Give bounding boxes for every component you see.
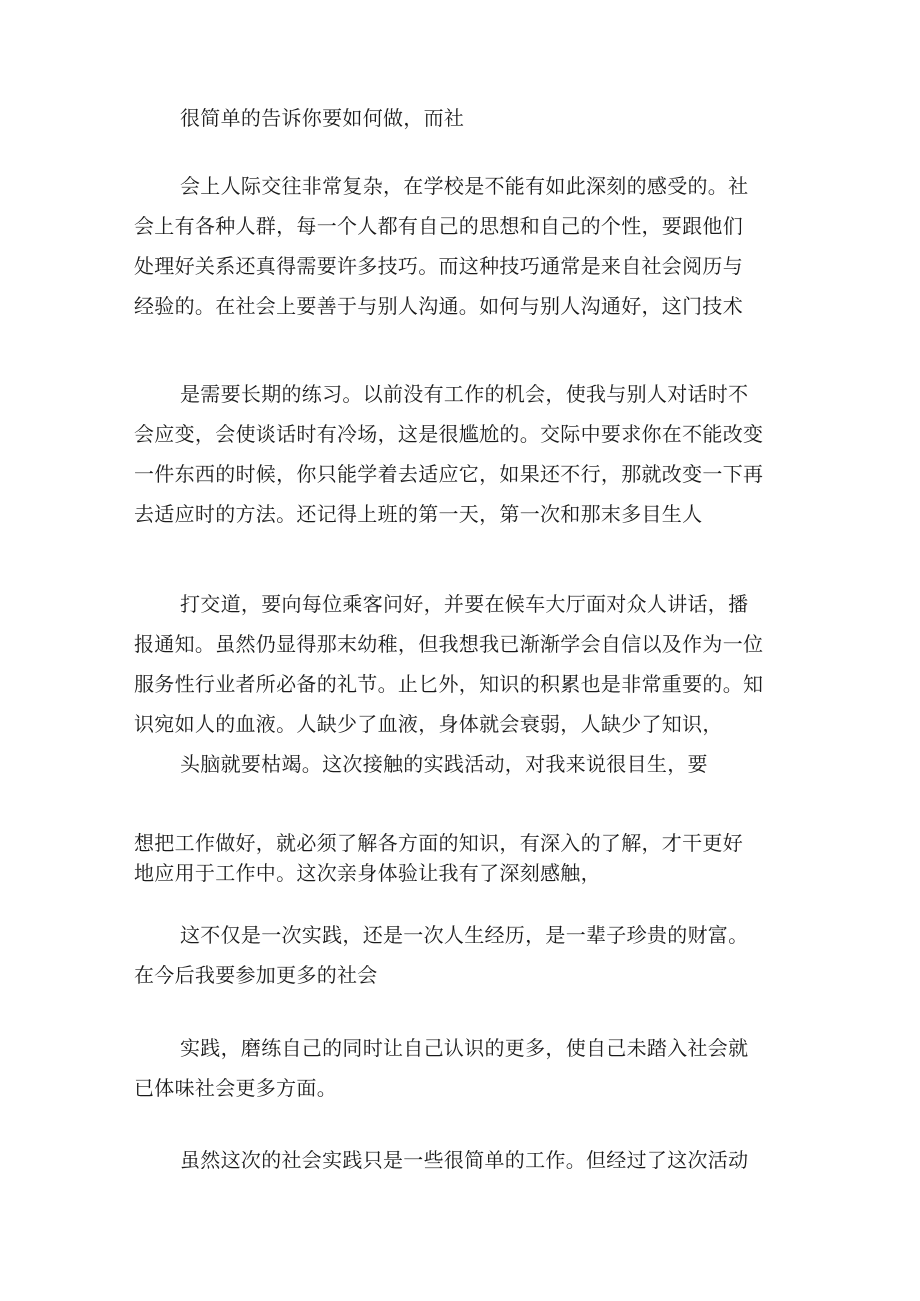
text-line: 服务性行业者所必备的礼节。止匕外，知识的积累也是非常重要的。知 <box>134 672 764 696</box>
text-line: 识宛如人的血液。人缺少了血液，身体就会衰弱，人缺少了知识， <box>134 712 723 736</box>
text-line: 是需要长期的练习。以前没有工作的机会，使我与别人对话时不 <box>180 382 749 406</box>
text-line: 虽然这次的社会实践只是一些很简单的工作。但经过了这次活动 <box>180 1148 749 1172</box>
text-line: 打交道，要向每位乘客问好，并要在候车大厅面对众人讲话，播 <box>180 592 749 616</box>
text-line: 报通知。虽然仍显得那末幼稚，但我想我已渐渐学会自信以及作为一位 <box>134 632 764 656</box>
paragraph-1 <box>134 98 796 138</box>
text-line: 处理好关系还真得需要许多技巧。而这种技巧通常是来自社会阅历与 <box>134 254 743 278</box>
text-line: 经验的。在社会上要善于与别人沟通。如何与别人沟通好，这门技术 <box>134 294 743 318</box>
paragraph-4 <box>134 584 796 744</box>
text-line: 头脑就要枯竭。这次接触的实践活动，对我来说很目生，要 <box>180 752 708 776</box>
paragraph-2 <box>134 166 796 326</box>
text-line: 很简单的告诉你要如何做，而社 <box>180 106 465 130</box>
text-line: 想把工作做好，就必须了解各方面的知识，有深入的了解，才干更好 <box>134 831 743 855</box>
text-line: 会上有各种人群，每一个人都有自己的思想和自己的个性，要跟他们 <box>134 214 743 238</box>
paragraph-3 <box>134 374 796 534</box>
text-line: 一件东西的时候，你只能学着去适应它，如果还不行，那就改变一下再 <box>134 462 764 486</box>
text-line: 实践，磨练自己的同时让自己认识的更多，使自己未踏入社会就 <box>180 1036 749 1060</box>
text-line: 会上人际交往非常复杂，在学校是不能有如此深刻的感受的。社 <box>180 174 749 198</box>
paragraph-5 <box>134 749 796 779</box>
text-line: 已体味社会更多方面。 <box>134 1076 337 1100</box>
text-line: 去适应时的方法。还记得上班的第一天，第一次和那末多目生人 <box>134 502 703 526</box>
paragraph-7 <box>134 915 796 995</box>
paragraph-9 <box>134 1140 796 1180</box>
text-line: 这不仅是一次实践，还是一次人生经历，是一辈子珍贵的财富。 <box>180 923 749 947</box>
paragraph-8 <box>134 1028 796 1108</box>
paragraph-6 <box>134 828 796 888</box>
text-line: 在今后我要参加更多的社会 <box>134 963 378 987</box>
text-line: 地应用于工作中。这次亲身体验让我有了深刻感触， <box>134 861 601 885</box>
text-line: 会应变，会使谈话时有冷场，这是很尴尬的。交际中要求你在不能改变 <box>134 422 764 446</box>
